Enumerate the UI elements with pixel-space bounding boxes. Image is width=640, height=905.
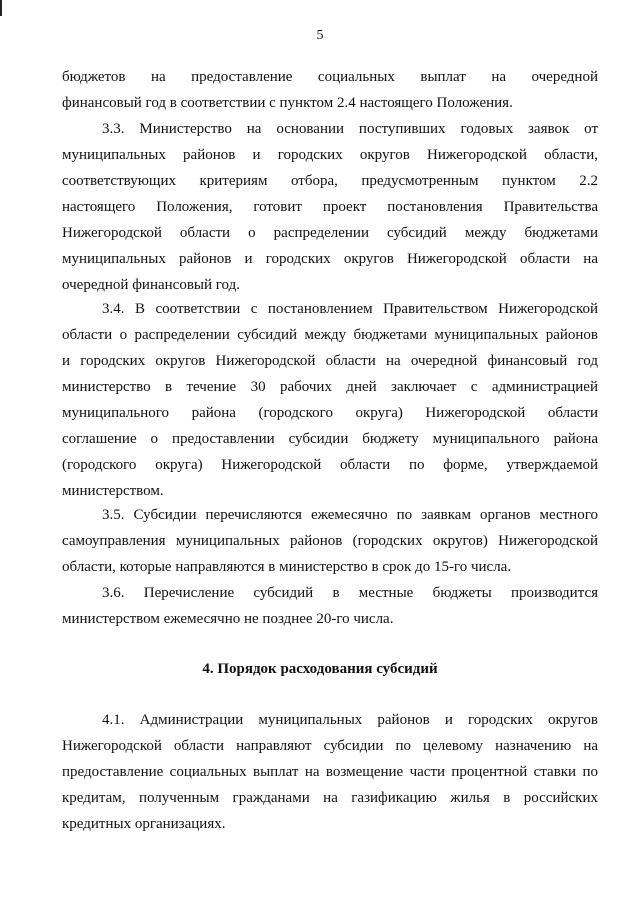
page-number: 5 bbox=[316, 28, 324, 43]
text-line: финансовый год в соответствии с пунктом 2.4 настоящего Положения. bbox=[62, 95, 513, 111]
text-line: очередной финансовый год. bbox=[62, 277, 240, 293]
text-line: кредитам, полученным гражданами на газификацию жилья в российских bbox=[62, 790, 598, 806]
paragraph-3-3 bbox=[62, 116, 598, 298]
text-line: настоящего Положения, готовит проект постановления Правительства bbox=[62, 199, 598, 215]
text-line: предоставление социальных выплат на возмещение части процентной ставки по bbox=[62, 764, 598, 780]
text-line: бюджетов на предоставление социальных выплат на очередной bbox=[62, 69, 598, 85]
text-line: области, которые направляются в министерство в срок до 15-го числа. bbox=[62, 559, 512, 575]
text-line: и городских округов Нижегородской области на очередной финансовый год bbox=[62, 353, 598, 369]
text-line: области о распределении субсидий между бюджетами муниципальных районов bbox=[62, 327, 598, 343]
text-line: самоуправления муниципальных районов (городских округов) Нижегородской bbox=[62, 533, 598, 549]
paragraph-4-1 bbox=[62, 707, 598, 837]
text-line: Нижегородской области о распределении субсидий между бюджетами bbox=[62, 225, 598, 241]
text-line: кредитных организациях. bbox=[62, 816, 226, 832]
text-line: 3.5. Субсидии перечисляются ежемесячно по заявкам органов местного bbox=[102, 507, 598, 523]
text-line: 4.1. Администрации муниципальных районов и городских округов bbox=[102, 712, 598, 728]
paragraph-3-4 bbox=[62, 296, 598, 504]
text-line: (городского округа) Нижегородской области по форме, утверждаемой bbox=[62, 457, 598, 473]
paragraph-3-5 bbox=[62, 502, 598, 580]
text-line: министерством. bbox=[62, 483, 164, 499]
section-heading: 4. Порядок расходования субсидий bbox=[202, 661, 438, 677]
paragraph-3-6 bbox=[62, 580, 598, 632]
text-line: муниципальных районов и городских округов Нижегородской области, bbox=[62, 147, 598, 163]
text-line: муниципальных районов и городских округов Нижегородской области на bbox=[62, 251, 598, 267]
text-line: соответствующих критериям отбора, предусмотренным пунктом 2.2 bbox=[62, 173, 598, 189]
text-line: соглашение о предоставлении субсидии бюджету муниципального района bbox=[62, 431, 598, 447]
text-line: 3.4. В соответствии с постановлением Правительством Нижегородской bbox=[102, 301, 598, 317]
text-line: министерство в течение 30 рабочих дней заключает с администрацией bbox=[62, 379, 598, 395]
text-line: муниципального района (городского округа) Нижегородской области bbox=[62, 405, 598, 421]
text-line: 3.6. Перечисление субсидий в местные бюджеты производится bbox=[102, 585, 598, 601]
text-line: 3.3. Министерство на основании поступивших годовых заявок от bbox=[102, 121, 598, 137]
text-line: министерством ежемесячно не позднее 20-го числа. bbox=[62, 611, 394, 627]
paragraph-continuation bbox=[62, 64, 598, 116]
text-line: Нижегородской области направляют субсидии по целевому назначению на bbox=[62, 738, 598, 754]
scan-edge-mark bbox=[0, 0, 2, 16]
